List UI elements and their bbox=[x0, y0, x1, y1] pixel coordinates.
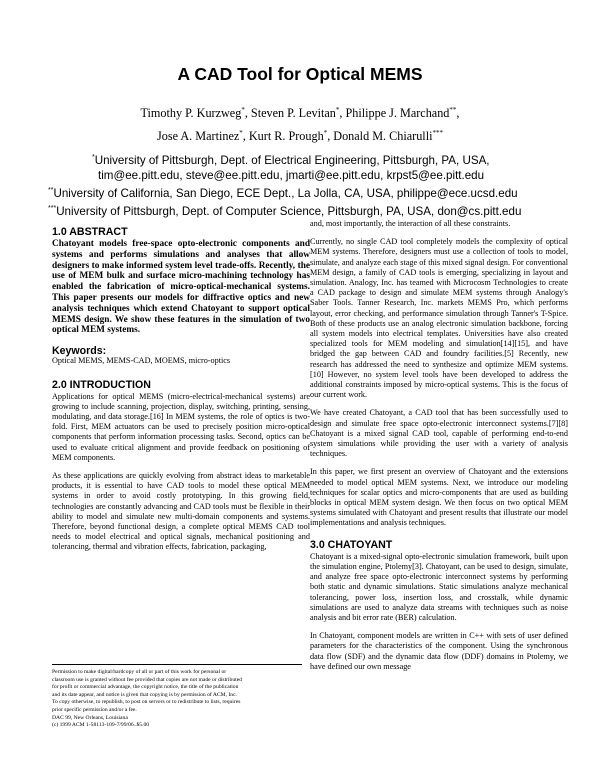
affiliation-text: University of California, San Diego, ECE Dept., La Jolla, CA, USA, philippe@ece.ucsd.edu bbox=[53, 186, 518, 200]
left-column bbox=[52, 226, 310, 561]
author-name: Timothy P. Kurzweg bbox=[140, 106, 242, 121]
author-list bbox=[0, 100, 600, 146]
body-paragraph: We have created Chatoyant, a CAD tool that has been successfully used to design and simulate free space opto-electronic interconnect systems.[7][8] Chatoyant is a mixed signal CAD tool, capable of performing end-to-end system simulations while providing the user with a variety of analysis techniques. bbox=[310, 408, 568, 459]
body-paragraph: Currently, no single CAD tool completely models the complexity of optical MEM systems. Therefore, designers must use a collection of tools to model, simulate, and analyze each stage of this mixed signal design. For conventional MEM design, a family of CAD tools is emerging, specializing in layout and simulation. Analogy, Inc. has teamed with Microcosm Technologies to create a CAD package to design and simulate MEM systems through Analogy's Saber Tools. Tanner Research, Inc. markets MEMS Pro, which performs layout, error checking, and performance simulation through Tanner's T-Spice. Both of these products use an analog electronic simulation backbone, forcing all system models into electrical templates. Universities have also created specialized tools for MEM modeling and simulation[14][15], and have bridged the gap between CAD and foundry facilities.[5] Recently, new research has addressed the need to synthesize and optimize MEM systems.[10] However, no system level tools have been developed to address the additional constraints imposed by micro-optical systems. This is the focus of our current work. bbox=[310, 237, 568, 400]
footnote-line: classroom use is granted without fee provided that copies are not made or distributed bbox=[52, 676, 242, 683]
affiliation-emails: tim@ee.pitt.edu, steve@ee.pitt.edu, jmarti@ee.pitt.edu, krpst5@ee.pitt.edu bbox=[98, 168, 485, 182]
copyright-footnote bbox=[52, 664, 302, 730]
abstract-text: Chatoyant models free-space opto-electronic components and systems and performs simulations and analyses that allow designers to make informed system level trade-offs. Recently, the use of MEM bulk and surface micro-machining technology has enabled the fabrication of micro-optical-mechanical systems. This paper presents our models for diffractive optics and new analysis techniques which extend Chatoyant to support optical MEMS design. We show these features in the simulation of two optical MEM systems. bbox=[52, 239, 310, 336]
footnote-line: To copy otherwise, to republish, to post on servers or to redistribute to lists, requires bbox=[52, 699, 241, 706]
author-name: , Steven P. Levitan bbox=[244, 106, 336, 121]
author-name: , Philippe J. Marchand bbox=[339, 106, 450, 121]
author-name: Jose A. Martinez bbox=[157, 129, 240, 144]
footnote-line: Permission to make digital/hardcopy of all or part of this work for personal or bbox=[52, 669, 227, 675]
body-paragraph: In Chatoyant, component models are written in C++ with sets of user defined parameters for the characteristics of the component. Using the synchronous data flow (SDF) and the dynamic data flow (DDF) domains in Ptolemy, we have defined our own message bbox=[310, 631, 568, 671]
affiliation-text: University of Pittsburgh, Dept. of Computer Science, Pittsburgh, PA, USA, don@cs.pitt.edu bbox=[56, 204, 522, 218]
affil-mark: * bbox=[241, 106, 245, 114]
keywords-text: Optical MEMS, MEMS-CAD, MOEMS, micro-optics bbox=[52, 356, 231, 366]
affiliation-text: University of Pittsburgh, Dept. of Electrical Engineering, Pittsburgh, PA, USA, bbox=[94, 153, 490, 167]
author-name: , Donald M. Chiarulli bbox=[327, 129, 433, 144]
author-name: , Kurt R. Prough bbox=[242, 129, 324, 144]
affil-mark: ** bbox=[449, 106, 457, 114]
paper-title: A CAD Tool for Optical MEMS bbox=[177, 64, 423, 84]
affiliations bbox=[40, 150, 560, 219]
affiliation-line bbox=[40, 183, 560, 201]
affil-mark: * bbox=[92, 154, 95, 161]
author-line-2 bbox=[0, 123, 600, 146]
body-paragraph: In this paper, we first present an overview of Chatoyant and the extensions needed to model optical MEM systems. Next, we introduce our modeling techniques for scalar optics and micro-components that are used as building blocks in optical MEM system design. We then focus on two optical MEM systems simulated with Chatoyant and present results that illustrate our model implementations and analysis techniques. bbox=[310, 467, 568, 528]
footnote-line: DAC 99, New Orleans, Louisiana bbox=[52, 714, 128, 721]
chatoyant-heading: 3.0 CHATOYANT bbox=[310, 538, 393, 551]
footnote-line: prior specific permission and/or a fee. bbox=[52, 706, 137, 713]
affil-mark: ** bbox=[48, 186, 54, 194]
author-line-1 bbox=[0, 100, 600, 123]
author-sep: , bbox=[456, 106, 460, 121]
intro-paragraph: Applications for optical MEMS (micro-electrical-mechanical systems) are growing to include scanning, projection, display, switching, printing, sensing, modulating, and data storage.[16] In MEM systems, the role of optics is two-fold. First, MEM actuators can be used to precisely position micro-optical components that perform information processing tasks. Second, optics can be used to evaluate critical alignment and provide feedback on positioning of MEM components. bbox=[52, 391, 310, 462]
affiliation-line bbox=[40, 168, 560, 183]
footnote-line: for profit or commercial advantage, the copyright notice, the title of the publication bbox=[52, 684, 239, 691]
keywords-heading: Keywords: bbox=[52, 345, 107, 358]
intro-paragraph: As these applications are quickly evolving from abstract ideas to marketable products, it is essential to have CAD tools to model these optical MEM systems in order to avoid costly prototyping. In this growing field, technologies are constantly advancing and CAD tools must be flexible in their ability to model and simulate new multi-domain components and systems. Therefore, beyond functional design, a complete optical MEMS CAD tool needs to model electrical and optical signals, mechanical positioning and tolerancing, thermal and vibration effects, fabrication, packaging, bbox=[52, 471, 310, 552]
affil-mark: * bbox=[335, 106, 340, 114]
footnote-line: and its date appear, and notice is given that copying is by permission of ACM, Inc. bbox=[52, 691, 237, 698]
introduction-heading: 2.0 INTRODUCTION bbox=[52, 378, 151, 391]
affil-mark: * bbox=[323, 129, 328, 138]
abstract-heading: 1.0 ABSTRACT bbox=[52, 226, 128, 238]
footnote-line: (c) 1999 ACM 1-58113-109-7/99/06..$5.00 bbox=[52, 722, 150, 729]
body-paragraph: and, most importantly, the interaction of all these constraints. bbox=[310, 219, 511, 228]
right-column bbox=[310, 219, 568, 680]
affiliation-line bbox=[40, 201, 560, 219]
body-paragraph: Chatoyant is a mixed-signal opto-electronic simulation framework, built upon the simulation engine, Ptolemy[3]. Chatoyant, can be used to design, simulate, and analyze free space opto-electronic interconnect systems by performing both static and dynamic simulations. Static simulations analyze mechanical tolerancing, power loss, insertion loss, and crosstalk, while dynamic simulations are used to analyze data streams with techniques such as noise analysis and bit error rate (BER) calculation. bbox=[310, 551, 568, 622]
affil-mark: *** bbox=[48, 204, 57, 212]
affil-mark: * bbox=[239, 129, 243, 138]
affil-mark: *** bbox=[432, 129, 443, 138]
affiliation-line bbox=[40, 150, 560, 168]
